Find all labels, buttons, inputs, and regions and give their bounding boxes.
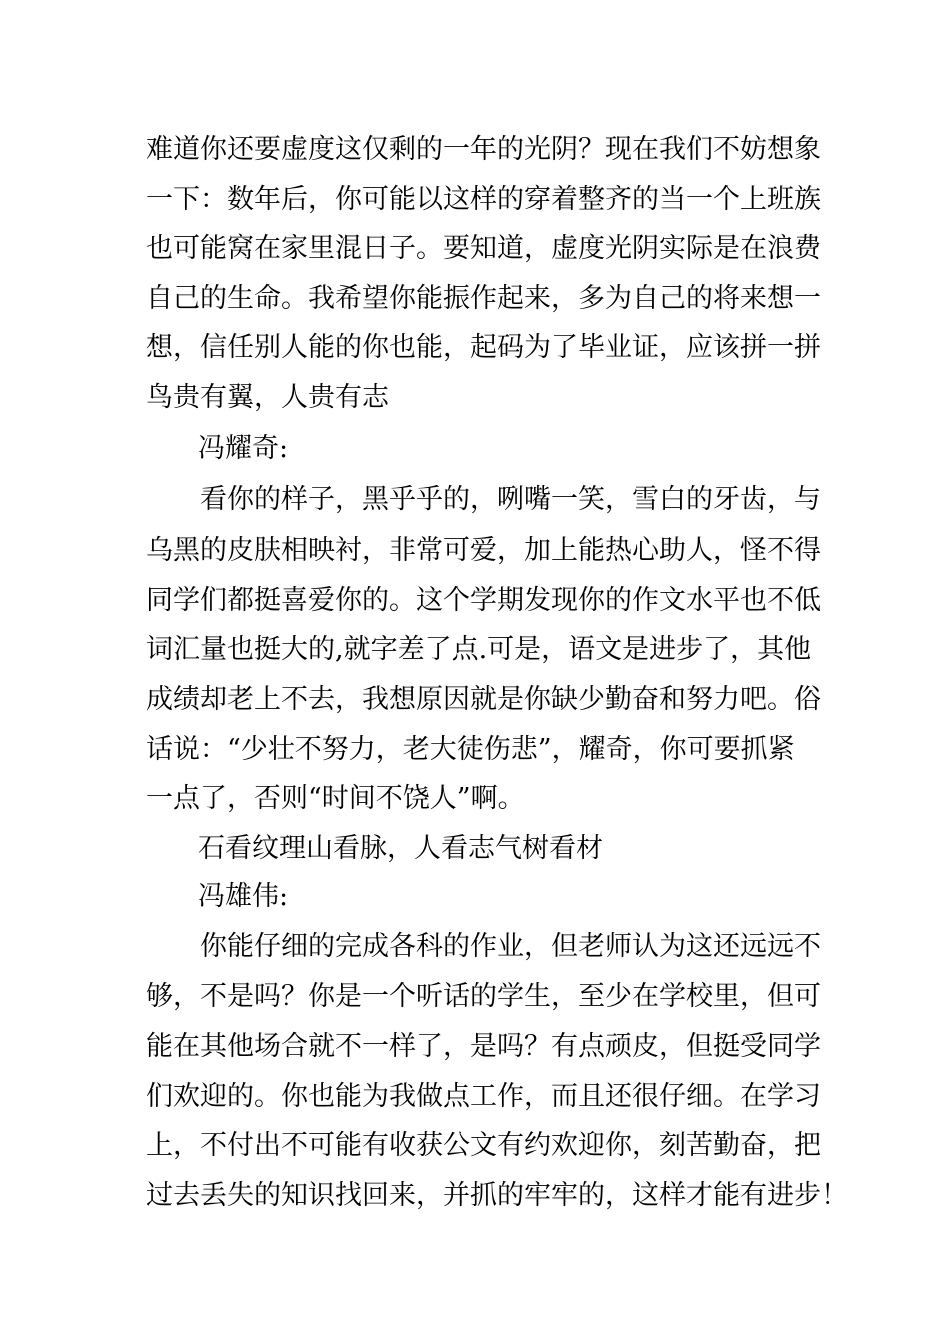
- text-line: 同学们都挺喜爱你的。这个学期发现你的作文水平也不低: [146, 585, 821, 616]
- proverb-line: 石看纹理山看脉，人看志气树看材: [198, 833, 603, 864]
- text-line: 一下：数年后，你可能以这样的穿着整齐的当一个上班族: [146, 184, 821, 215]
- text-line: 能在其他场合就不一样了，是吗？有点顽皮，但挺受同学: [146, 1031, 821, 1062]
- text-line: 一点了，否则“时间不饶人”啊。: [146, 783, 525, 814]
- text-line: 成绩却老上不去，我想原因就是你缺少勤奋和努力吧。俗: [146, 684, 821, 715]
- student-name-heading: 冯耀奇:: [198, 433, 289, 464]
- text-line: 也可能窝在家里混日子。要知道，虚度光阴实际是在浪费: [146, 233, 821, 264]
- student-name-heading: 冯雄伟:: [198, 881, 289, 912]
- text-line: 鸟贵有翼，人贵有志: [146, 382, 389, 413]
- text-line: 难道你还要虚度这仅剩的一年的光阴？现在我们不妨想象: [146, 134, 821, 165]
- text-line: 自己的生命。我希望你能振作起来，多为自己的将来想一: [146, 283, 821, 314]
- text-line: 你能仔细的完成各科的作业，但老师认为这还远远不: [200, 931, 821, 962]
- text-line: 过去丢失的知识找回来，并抓的牢牢的，这样才能有进步！: [146, 1180, 848, 1211]
- text-line: 看你的样子，黑乎乎的，咧嘴一笑，雪白的牙齿，与: [200, 484, 821, 515]
- text-line: 们欢迎的。你也能为我做点工作，而且还很仔细。在学习: [146, 1081, 821, 1112]
- text-line: 想，信任别人能的你也能，起码为了毕业证，应该拼一拼: [146, 332, 821, 363]
- text-line: 乌黑的皮肤相映衬，非常可爱，加上能热心助人，怪不得: [146, 535, 821, 566]
- text-line: 上，不付出不可能有收获公文有约欢迎你，刻苦勤奋，把: [146, 1130, 821, 1161]
- text-line: 话说：“少壮不努力，老大徒伤悲”，耀奇，你可要抓紧: [146, 734, 795, 765]
- text-line: 词汇量也挺大的,就字差了点.可是，语文是进步了，其他: [146, 634, 812, 665]
- text-line: 够，不是吗？你是一个听话的学生，至少在学校里，但可: [146, 981, 821, 1012]
